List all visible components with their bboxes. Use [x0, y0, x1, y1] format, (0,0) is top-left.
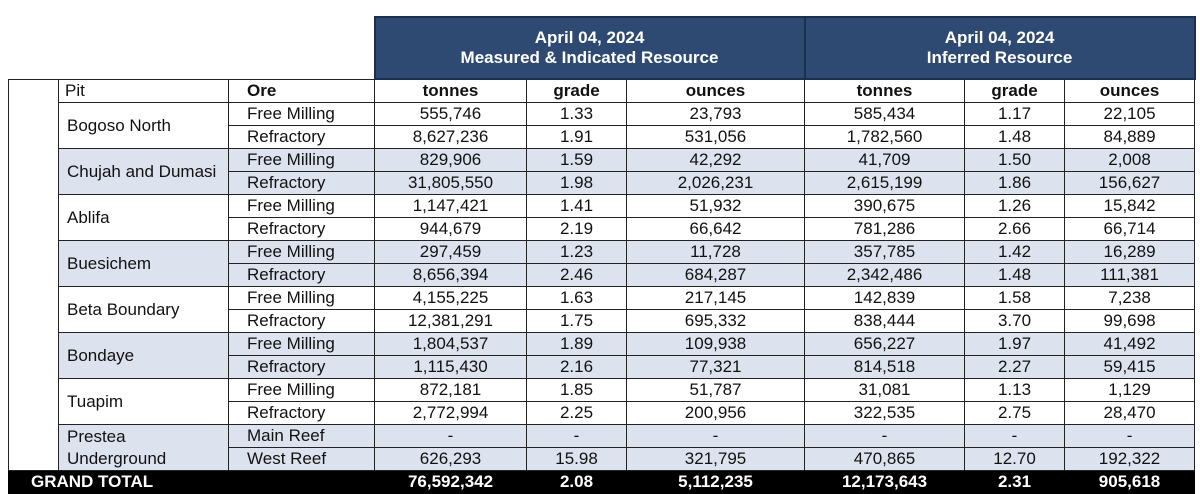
resource-table: [8, 16, 1196, 494]
inf-grade-cell: 1.42: [965, 241, 1065, 264]
mi-title: Measured & Indicated Resource: [460, 48, 719, 67]
ore-type: Refractory: [229, 402, 375, 425]
total-mi-tonnes: 76,592,342: [375, 471, 527, 494]
total-inf-tonnes: 12,173,643: [805, 471, 965, 494]
inf-grade-header: grade: [965, 79, 1065, 103]
mi-ounces-cell: 23,793: [627, 103, 805, 126]
mi-grade-cell: 2.16: [527, 356, 627, 379]
ore-type: Refractory: [229, 356, 375, 379]
mi-tonnes-cell: 297,459: [375, 241, 527, 264]
inf-grade-cell: 1.48: [965, 264, 1065, 287]
ore-type: Free Milling: [229, 287, 375, 310]
inf-tonnes-cell: 322,535: [805, 402, 965, 425]
inf-ounces-cell: 7,238: [1065, 287, 1195, 310]
inf-ounces-cell: 84,889: [1065, 126, 1195, 149]
mi-tonnes-cell: 872,181: [375, 379, 527, 402]
table-row: [9, 149, 1195, 172]
ore-type: Refractory: [229, 310, 375, 333]
inf-title: Inferred Resource: [926, 48, 1073, 67]
pit-name: Buesichem: [59, 241, 229, 287]
inf-grade-cell: 12.70: [965, 448, 1065, 471]
inf-grade-cell: 3.70: [965, 310, 1065, 333]
mi-tonnes-cell: 31,805,550: [375, 172, 527, 195]
ore-type: Free Milling: [229, 195, 375, 218]
mi-grade-cell: 2.25: [527, 402, 627, 425]
table-row: [9, 287, 1195, 310]
mi-grade-cell: -: [527, 425, 627, 448]
inf-grade-cell: 1.26: [965, 195, 1065, 218]
mi-ounces-cell: 66,642: [627, 218, 805, 241]
ore-type: Refractory: [229, 218, 375, 241]
mi-ounces-cell: 42,292: [627, 149, 805, 172]
inf-tonnes-cell: 390,675: [805, 195, 965, 218]
inf-grade-cell: 1.97: [965, 333, 1065, 356]
mi-tonnes-cell: 12,381,291: [375, 310, 527, 333]
inf-ounces-cell: 22,105: [1065, 103, 1195, 126]
mi-ounces-cell: 321,795: [627, 448, 805, 471]
mi-grade-header: grade: [527, 79, 627, 103]
inf-grade-cell: 1.13: [965, 379, 1065, 402]
mi-date: April 04, 2024: [534, 28, 645, 47]
pit-col-header: Pit: [59, 79, 229, 103]
mi-ounces-cell: 684,287: [627, 264, 805, 287]
inf-ounces-cell: 111,381: [1065, 264, 1195, 287]
inf-tonnes-cell: 838,444: [805, 310, 965, 333]
ore-type: Refractory: [229, 126, 375, 149]
mi-ounces-cell: 109,938: [627, 333, 805, 356]
inf-ounces-cell: 16,289: [1065, 241, 1195, 264]
ore-type: Refractory: [229, 172, 375, 195]
table-row: [9, 103, 1195, 126]
inf-tonnes-cell: 41,709: [805, 149, 965, 172]
mi-grade-cell: 2.46: [527, 264, 627, 287]
inf-grade-cell: 2.66: [965, 218, 1065, 241]
pit-name: Tuapim: [59, 379, 229, 425]
inf-date: April 04, 2024: [944, 28, 1055, 47]
pit-name: Beta Boundary: [59, 287, 229, 333]
mi-tonnes-cell: 1,147,421: [375, 195, 527, 218]
inf-tonnes-cell: 470,865: [805, 448, 965, 471]
inf-tonnes-cell: 357,785: [805, 241, 965, 264]
mi-grade-cell: 1.41: [527, 195, 627, 218]
inf-ounces-header: ounces: [1065, 79, 1195, 103]
inf-tonnes-cell: 2,615,199: [805, 172, 965, 195]
pit-name: Bondaye: [59, 333, 229, 379]
mi-tonnes-cell: 555,746: [375, 103, 527, 126]
mi-grade-cell: 1.75: [527, 310, 627, 333]
mi-ounces-cell: -: [627, 425, 805, 448]
inf-ounces-cell: 59,415: [1065, 356, 1195, 379]
mi-grade-cell: 15.98: [527, 448, 627, 471]
inf-group-header: [805, 17, 1195, 79]
inf-tonnes-cell: 31,081: [805, 379, 965, 402]
inf-tonnes-cell: 142,839: [805, 287, 965, 310]
inf-ounces-cell: 2,008: [1065, 149, 1195, 172]
inf-grade-cell: -: [965, 425, 1065, 448]
inf-grade-cell: 2.27: [965, 356, 1065, 379]
mi-tonnes-cell: 944,679: [375, 218, 527, 241]
inf-grade-cell: 1.50: [965, 149, 1065, 172]
inf-tonnes-cell: 781,286: [805, 218, 965, 241]
mi-grade-cell: 1.98: [527, 172, 627, 195]
grand-total-row: [9, 471, 1195, 494]
inf-ounces-cell: 66,714: [1065, 218, 1195, 241]
mi-ounces-cell: 217,145: [627, 287, 805, 310]
inf-ounces-cell: 192,322: [1065, 448, 1195, 471]
mi-ounces-header: ounces: [627, 79, 805, 103]
total-inf-ounces: 905,618: [1065, 471, 1195, 494]
mi-ounces-cell: 200,956: [627, 402, 805, 425]
mi-tonnes-cell: -: [375, 425, 527, 448]
table-row: [9, 333, 1195, 356]
ore-type: Free Milling: [229, 103, 375, 126]
mi-grade-cell: 1.23: [527, 241, 627, 264]
inf-tonnes-header: tonnes: [805, 79, 965, 103]
inf-grade-cell: 1.17: [965, 103, 1065, 126]
mi-grade-cell: 1.91: [527, 126, 627, 149]
mi-grade-cell: 1.33: [527, 103, 627, 126]
ore-type: Free Milling: [229, 333, 375, 356]
total-mi-ounces: 5,112,235: [627, 471, 805, 494]
inf-tonnes-cell: 2,342,486: [805, 264, 965, 287]
mi-tonnes-cell: 4,155,225: [375, 287, 527, 310]
mine-label-cell: [9, 79, 59, 471]
grand-total-label: GRAND TOTAL: [9, 471, 375, 494]
mi-ounces-cell: 2,026,231: [627, 172, 805, 195]
inf-ounces-cell: 15,842: [1065, 195, 1195, 218]
inf-ounces-cell: 1,129: [1065, 379, 1195, 402]
inf-ounces-cell: -: [1065, 425, 1195, 448]
mi-ounces-cell: 51,932: [627, 195, 805, 218]
mi-tonnes-header: tonnes: [375, 79, 527, 103]
inf-grade-cell: 2.75: [965, 402, 1065, 425]
ore-type: West Reef: [229, 448, 375, 471]
table-row: [9, 195, 1195, 218]
total-mi-grade: 2.08: [527, 471, 627, 494]
mi-grade-cell: 1.89: [527, 333, 627, 356]
table-row: [9, 425, 1195, 448]
mi-tonnes-cell: 1,115,430: [375, 356, 527, 379]
header-blank: [9, 17, 375, 79]
mi-tonnes-cell: 8,656,394: [375, 264, 527, 287]
mi-ounces-cell: 695,332: [627, 310, 805, 333]
pit-name: Chujah and Dumasi: [59, 149, 229, 195]
table-row: [9, 379, 1195, 402]
total-inf-grade: 2.31: [965, 471, 1065, 494]
pit-name: Ablifa: [59, 195, 229, 241]
mi-ounces-cell: 11,728: [627, 241, 805, 264]
ore-type: Free Milling: [229, 149, 375, 172]
inf-ounces-cell: 156,627: [1065, 172, 1195, 195]
inf-ounces-cell: 28,470: [1065, 402, 1195, 425]
inf-tonnes-cell: 1,782,560: [805, 126, 965, 149]
inf-tonnes-cell: 585,434: [805, 103, 965, 126]
mi-tonnes-cell: 2,772,994: [375, 402, 527, 425]
mi-grade-cell: 1.85: [527, 379, 627, 402]
ore-type: Free Milling: [229, 241, 375, 264]
pit-name: Prestea Underground: [59, 425, 229, 471]
pit-name: Bogoso North: [59, 103, 229, 149]
inf-grade-cell: 1.48: [965, 126, 1065, 149]
inf-tonnes-cell: 656,227: [805, 333, 965, 356]
mi-tonnes-cell: 829,906: [375, 149, 527, 172]
mi-grade-cell: 1.63: [527, 287, 627, 310]
inf-ounces-cell: 99,698: [1065, 310, 1195, 333]
mi-group-header: [375, 17, 805, 79]
inf-grade-cell: 1.58: [965, 287, 1065, 310]
mi-tonnes-cell: 1,804,537: [375, 333, 527, 356]
mi-grade-cell: 2.19: [527, 218, 627, 241]
mi-ounces-cell: 531,056: [627, 126, 805, 149]
inf-tonnes-cell: -: [805, 425, 965, 448]
mi-ounces-cell: 51,787: [627, 379, 805, 402]
ore-col-header: Ore: [229, 79, 375, 103]
mi-tonnes-cell: 626,293: [375, 448, 527, 471]
inf-tonnes-cell: 814,518: [805, 356, 965, 379]
mi-grade-cell: 1.59: [527, 149, 627, 172]
mi-tonnes-cell: 8,627,236: [375, 126, 527, 149]
ore-type: Main Reef: [229, 425, 375, 448]
ore-type: Refractory: [229, 264, 375, 287]
ore-type: Free Milling: [229, 379, 375, 402]
table-row: [9, 241, 1195, 264]
mi-ounces-cell: 77,321: [627, 356, 805, 379]
inf-ounces-cell: 41,492: [1065, 333, 1195, 356]
inf-grade-cell: 1.86: [965, 172, 1065, 195]
